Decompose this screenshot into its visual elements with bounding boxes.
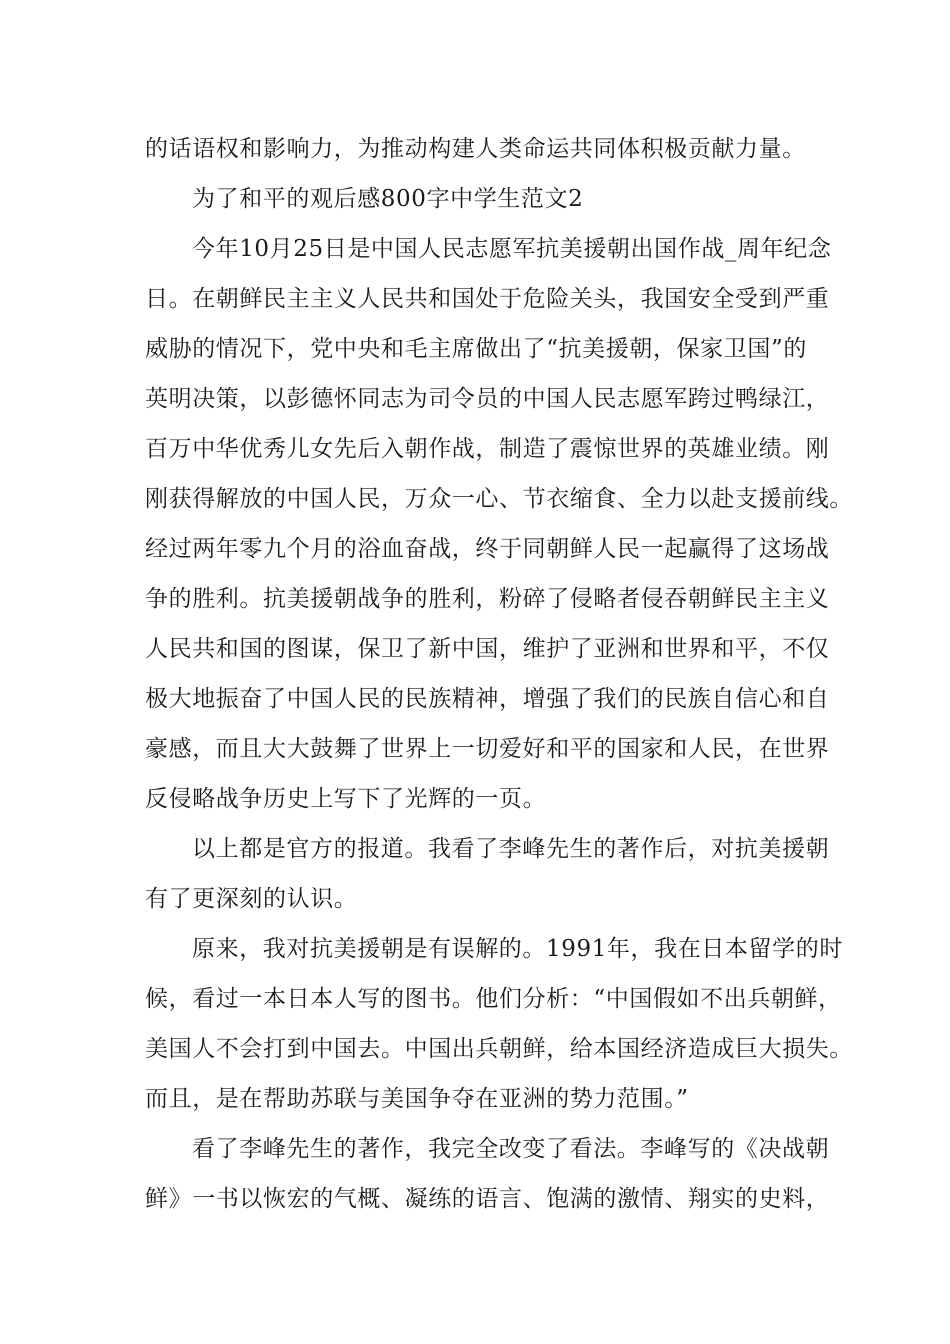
text-line: 美国人不会打到中国去。中国出兵朝鲜，给本国经济造成巨大损失。 (145, 1036, 853, 1062)
text-line: 的话语权和影响力，为推动构建人类命运共同体积极贡献力量。 (145, 136, 806, 162)
text-line: 争的胜利。抗美援朝战争的胜利，粉碎了侵略者侵吞朝鲜民主主义 (145, 586, 830, 612)
section-heading: 为了和平的观后感800字中学生范文2 (192, 186, 584, 212)
text-line: 威胁的情况下，党中央和毛主席做出了“抗美援朝，保家卫国”的 (145, 336, 807, 362)
text-line: 候，看过一本日本人写的图书。他们分析：“中国假如不出兵朝鲜， (145, 986, 842, 1012)
text-line: 今年10月25日是中国人民志愿军抗美援朝出国作战_周年纪念 (192, 236, 832, 262)
text-line: 看了李峰先生的著作，我完全改变了看法。李峰写的《决战朝 (192, 1136, 830, 1162)
text-line: 鲜》一书以恢宏的气概、凝练的语言、饱满的激情、翔实的史料， (145, 1186, 830, 1212)
text-line: 极大地振奋了中国人民的民族精神，增强了我们的民族自信心和自 (145, 686, 830, 712)
text-line: 豪感，而且大大鼓舞了世界上一切爱好和平的国家和人民，在世界 (145, 736, 830, 762)
text-line: 百万中华优秀儿女先后入朝作战，制造了震惊世界的英雄业绩。刚 (145, 436, 830, 462)
text-line: 日。在朝鲜民主主义人民共和国处于危险关头，我国安全受到严重 (145, 286, 830, 312)
text-line: 而且，是在帮助苏联与美国争夺在亚洲的势力范围。” (145, 1086, 689, 1112)
text-line: 反侵略战争历史上写下了光辉的一页。 (145, 786, 547, 812)
text-line: 原来，我对抗美援朝是有误解的。1991年，我在日本留学的时 (192, 936, 843, 962)
text-line: 英明决策，以彭德怀同志为司令员的中国人民志愿军跨过鸭绿江， (145, 386, 830, 412)
text-line: 经过两年零九个月的浴血奋战，终于同朝鲜人民一起赢得了这场战 (145, 536, 830, 562)
text-line: 刚获得解放的中国人民，万众一心、节衣缩食、全力以赴支援前线。 (145, 486, 853, 512)
text-line: 以上都是官方的报道。我看了李峰先生的著作后，对抗美援朝 (192, 836, 830, 862)
text-line: 人民共和国的图谋，保卫了新中国，维护了亚洲和世界和平，不仅 (145, 636, 830, 662)
text-line: 有了更深刻的认识。 (145, 886, 358, 912)
